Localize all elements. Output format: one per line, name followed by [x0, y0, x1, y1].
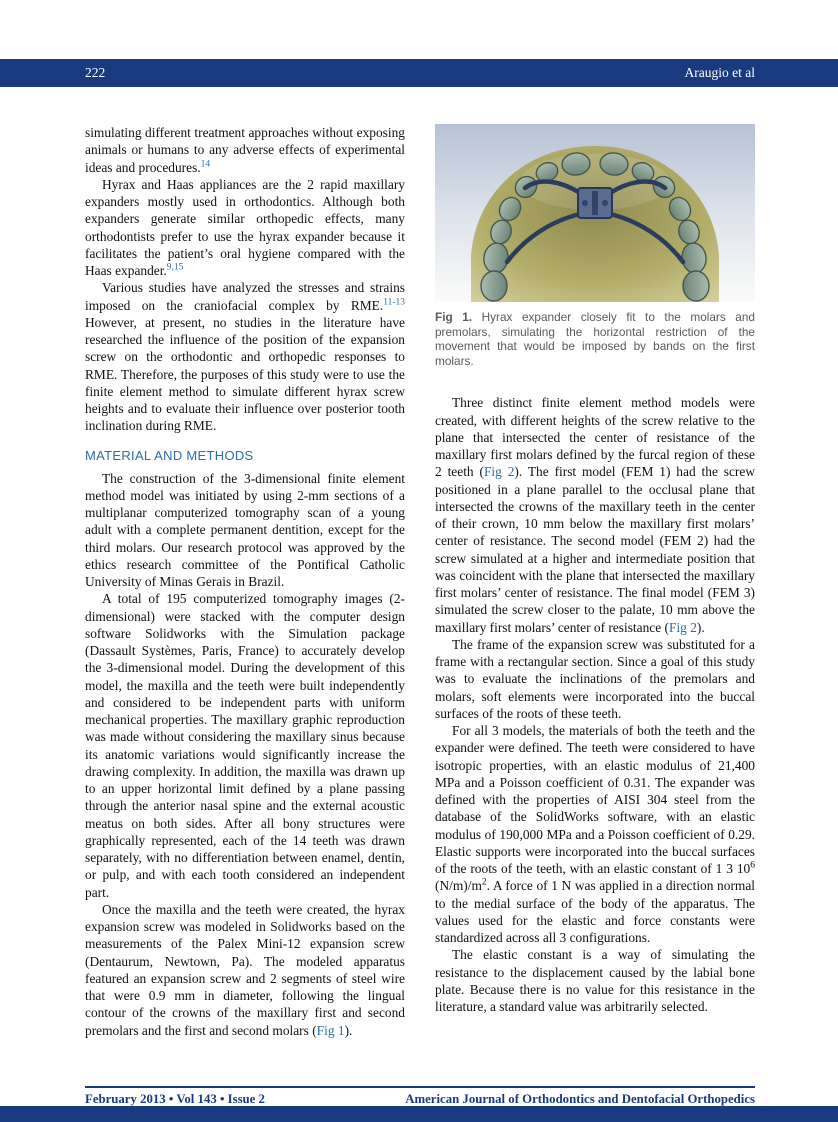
figure-1	[435, 124, 755, 368]
figure-1-hyrax-expander-image	[435, 124, 755, 302]
body-paragraph	[435, 946, 755, 1015]
body-paragraph	[85, 470, 405, 591]
body-paragraph	[435, 636, 755, 722]
hyrax-expander-3d-render	[435, 124, 755, 302]
text-run: ). The first model (FEM 1) had the screw positioned in a plane parallel to the occlusal plane that intersected the crowns of the maxillary teeth in the center of their crown, 10 mm below the maxillary first molars’ center of resistance. The second model (FEM 2) had the screw simulated at a higher and intermediate position that was coincident with the plane that intersected the maxillary first molars’ center of resistance. The final model (FEM 3) simulated the screw closer to the palate, 10 mm above the maxillary first molars’ center of resistance (	[435, 464, 755, 635]
text-run: The construction of the 3-dimensional finite element method model was initiated by using 2-mm sections of a multiplanar computerized tomography scan of a young adult with a complete permanent dentition, except for the third molars. Our research protocol was approved by the ethics research committee of the Pontifical Catholic University of Minas Gerais in Brazil.	[85, 470, 405, 589]
body-paragraph	[435, 722, 755, 946]
body-paragraph	[85, 901, 405, 1039]
text-run: Various studies have analyzed the stresses and strains imposed on the craniofacial complex by RME.	[85, 280, 405, 313]
citation-superscript[interactable]: 14	[200, 159, 211, 170]
text-run: Three distinct finite element method models were created, with different heights of the screw relative to the plane that intersected the center of resistance of the maxillary first molars defined by the furcal region of these 2 teeth (	[435, 395, 755, 480]
text-run: ).	[344, 1022, 353, 1038]
caption-label: Fig 1.	[435, 310, 473, 324]
text-run: . A force of 1 N was applied in a direction normal to the medial surface of the body of the apparatus. The values used for the elastic and force constants were standardized across all 3 configurations.	[435, 878, 755, 946]
citation-superscript[interactable]: 11-13	[383, 297, 405, 308]
section-heading-material-and-methods: MATERIAL AND METHODS	[85, 447, 254, 463]
page-body	[85, 124, 755, 1086]
text-run: Hyrax and Haas appliances are the 2 rapid maxillary expanders mostly used in orthodontics. Although both expanders generate similar orthopedic effects, many orthodontists prefer to use the hyrax expander because it facilitates the patient’s oral hygiene compared with the Haas expander.	[85, 176, 405, 278]
text-run: (N/m)/m	[435, 878, 482, 894]
text-run: For all 3 models, the materials of both the teeth and the expander were defined. The teeth were considered to have isotropic properties, with an elastic modulus of 21,400 MPa and a Poisson coefficient of 0.31. The expander was defined with the properties of AISI 304 steel from the database of the SolidWorks software, with an elastic modulus of 190,000 MPa and a Poisson coefficient of 0.29. Elastic supports were incorporated into the buccal surfaces of the roots of the teeth, with an elastic constant of 1 3 10	[435, 723, 755, 877]
figure-reference-link[interactable]: Fig 2	[669, 619, 697, 635]
body-paragraph	[85, 124, 405, 176]
text-run: A total of 195 computerized tomography images (2-dimensional) were stacked with the computer design software Solidworks with the Simulation package (Dassault Systèmes, Paris, France) to accurately develop the 3-dimensional model. During the development of this model, the maxilla and the teeth were built independently and considered to be independent parts with uniform mechanical properties. The maxillary graphic reproduction was made without considering the maxillary sinus because its anatomic variations would significantly increase the drawing complexity. In addition, the maxilla was drawn up to an upper horizontal limit defined by a plane passing through the anterior nasal spine and the external acoustic meatus on both sides. After all bony structures were graphically represented, each of the 14 teeth was drawn separately, with no differentiation between enamel, dentin, or pulp, and with each tooth considered an independent part.	[85, 591, 405, 900]
body-paragraph	[85, 590, 405, 901]
left-column	[85, 124, 405, 1086]
body-paragraph	[85, 279, 405, 434]
footer-bar	[0, 1106, 838, 1122]
math-superscript: 6	[750, 860, 755, 871]
text-run: However, at present, no studies in the literature have researched the influence of the position of the expansion screw on the orthodontic and orthopedic responses to RME. Therefore, the purposes of this study were to use the finite element method to simulate different hyrax screw heights and to evaluate their influence over posterior tooth inclination during RME.	[85, 314, 405, 434]
body-paragraph	[435, 394, 755, 636]
text-run: simulating different treatment approaches without exposing animals or humans to any adverse effects of experimental ideas and procedures.	[85, 125, 405, 175]
figure-reference-link[interactable]: Fig 1	[316, 1022, 345, 1038]
page-footer	[85, 1092, 755, 1107]
text-run: Hyrax expander closely fit to the molars and premolars, simulating the horizontal restriction of the movement that would be imposed by bands on the first molars.	[435, 310, 755, 368]
text-run: Once the maxilla and the teeth were created, the hyrax expansion screw was modeled in Solidworks based on the measurements of the Palex Mini-12 expansion screw (Dentaurum, Newtown, Pa). The modeled apparatus featured an expansion screw and 2 segments of steel wire that were 0.9 mm in diameter, following the lingual contour of the crowns of the maxillary first and second premolars and the first and second molars (	[85, 901, 405, 1038]
figure-reference-link[interactable]: Fig 2	[483, 464, 515, 480]
footer-journal-name: American Journal of Orthodontics and Dentofacial Orthopedics	[405, 1092, 755, 1106]
figure-1-caption	[435, 310, 755, 368]
running-head-authors: Araugio et al	[684, 65, 755, 80]
footer-divider	[85, 1086, 755, 1088]
math-superscript: 2	[481, 877, 487, 888]
text-run: The frame of the expansion screw was substituted for a frame with a rectangular section. Since a goal of this study was to evaluate the inclinations of the premolars and molars, soft elements were incorporated into the buccal surfaces of the roots of these teeth.	[435, 636, 755, 721]
text-run: ).	[696, 619, 705, 635]
body-paragraph	[85, 176, 405, 280]
text-run: The elastic constant is a way of simulating the resistance to the displacement caused by the labial bone plate. Because there is no value for this resistance in the literature, a standard value was arbitrarily selected.	[435, 947, 755, 1015]
footer-issue-info: February 2013 • Vol 143 • Issue 2	[85, 1092, 265, 1106]
citation-superscript[interactable]: 9,15	[166, 262, 184, 273]
running-header	[0, 59, 838, 87]
right-column	[435, 124, 755, 1086]
page-number: 222	[85, 65, 106, 80]
